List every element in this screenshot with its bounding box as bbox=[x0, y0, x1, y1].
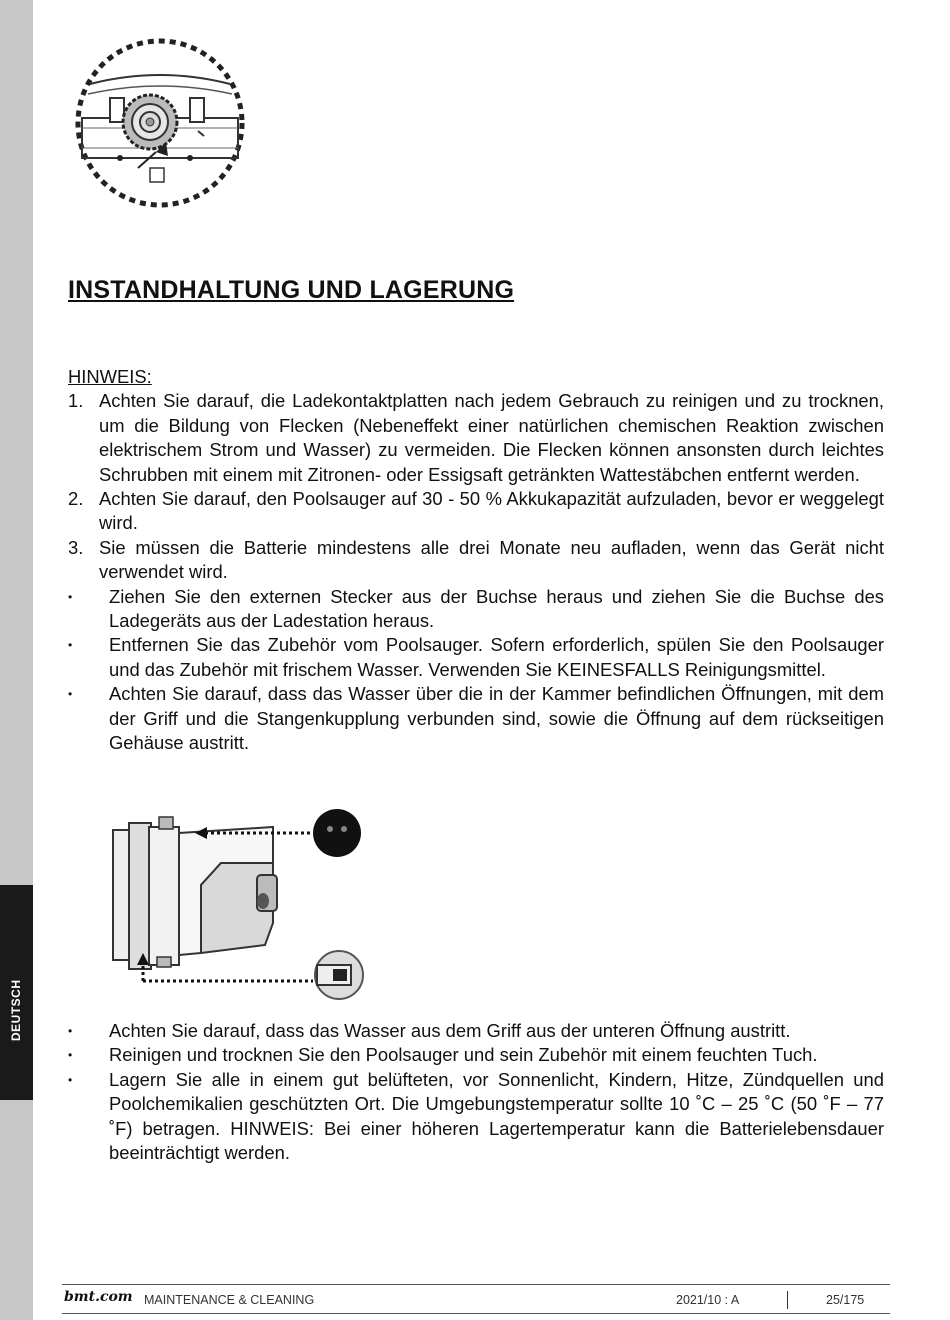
bullet-item-text: Lagern Sie alle in einem gut belüfteten, vor Sonnenlicht, Kindern, Hitze, Zündquellen und Poolchemikalien geschützten Ort. Die Umgebungstemperatur sollte 10 ˚C – 25 ˚C (50 ˚F – 77 ˚F) betragen. HINWEIS: Bei einer höheren Lagertemperatur kann die Batterielebensdauer beeinträchtigt werden. bbox=[109, 1068, 884, 1164]
bullet-item bbox=[68, 633, 884, 682]
footer-top-rule bbox=[62, 1284, 890, 1285]
bullet-item bbox=[68, 682, 884, 755]
bullet-item-text: Achten Sie darauf, dass das Wasser aus dem Griff aus der unteren Öffnung austritt. bbox=[109, 1020, 791, 1041]
list-number: 1. bbox=[68, 390, 84, 412]
bullet-item-text: Ziehen Sie den externen Stecker aus der Buchse heraus und ziehen Sie die Buchse des Ladegeräts aus der Ladestation heraus. bbox=[109, 585, 884, 632]
wheel-detail-illustration bbox=[68, 36, 253, 211]
bullet-icon: • bbox=[68, 687, 73, 702]
sidebar bbox=[0, 0, 33, 1320]
instructions-upper bbox=[68, 365, 884, 756]
bullet-item-text: Entfernen Sie das Zubehör vom Poolsauger. Sofern erforderlich, spülen Sie den Poolsauger und das Zubehör mit frischem Wasser. Verwenden Sie KEINESFALLS Reinigungsmittel. bbox=[109, 634, 884, 680]
footer-bottom-rule bbox=[62, 1313, 890, 1314]
page-number: 25/175 bbox=[826, 1293, 865, 1307]
bullet-item bbox=[68, 1019, 884, 1043]
language-tab-label bbox=[9, 1025, 23, 1041]
list-item-text: Achten Sie darauf, den Poolsauger auf 30 - 50 % Akkukapazität aufzuladen, bevor er weggelegt wird. bbox=[99, 488, 884, 534]
list-number: 3. bbox=[68, 536, 84, 558]
footer-version: 2021/10 : A bbox=[676, 1293, 740, 1307]
list-item-text: Sie müssen die Batterie mindestens alle drei Monate neu aufladen, wenn das Gerät nicht verwendet wird. bbox=[99, 536, 884, 583]
footer-separator bbox=[787, 1291, 788, 1309]
brand-logo: bmt.com bbox=[64, 1289, 133, 1305]
list-item bbox=[68, 536, 884, 585]
section-title: INSTANDHALTUNG UND LAGERUNG bbox=[68, 276, 515, 304]
bullet-icon: • bbox=[68, 1048, 73, 1063]
list-item bbox=[68, 487, 884, 536]
instructions-lower bbox=[68, 1019, 884, 1165]
bullet-item bbox=[68, 1043, 884, 1067]
bullet-item-text: Achten Sie darauf, dass das Wasser über die in der Kammer befindlichen Öffnungen, mit dem der Griff und die Stangenkupplung verbunden sind, sowie die Öffnung auf dem rückseitigen Gehäuse austritt. bbox=[109, 683, 884, 754]
list-item bbox=[68, 389, 884, 487]
note-label: HINWEIS: bbox=[68, 366, 152, 387]
bullet-icon: • bbox=[68, 1024, 73, 1038]
bullet-icon: • bbox=[68, 638, 73, 653]
list-number: 2. bbox=[68, 488, 84, 510]
bullet-icon: • bbox=[68, 1072, 73, 1087]
bullet-item-text: Reinigen und trocknen Sie den Poolsauger und sein Zubehör mit einem feuchten Tuch. bbox=[109, 1044, 818, 1066]
footer-section: MAINTENANCE & CLEANING bbox=[144, 1293, 315, 1307]
bullet-item bbox=[68, 585, 884, 634]
bullet-item bbox=[68, 1068, 884, 1166]
list-item-text: Achten Sie darauf, die Ladekontaktplatten nach jedem Gebrauch zu reinigen und zu trocknen, um die Bildung von Flecken (Nebeneffekt einer natürlichen chemischen Reaktion zwischen elektrischem Strom und Wasser) zu vermeiden. Die Flecken können ansonsten durch leichtes Schrubben mit einem mit Zitronen- oder Essigsaft getränkten Wattestäbchen entfernt werden. bbox=[99, 390, 884, 485]
cleaner-drain-illustration bbox=[105, 805, 375, 1005]
bullet-icon: • bbox=[68, 589, 73, 604]
